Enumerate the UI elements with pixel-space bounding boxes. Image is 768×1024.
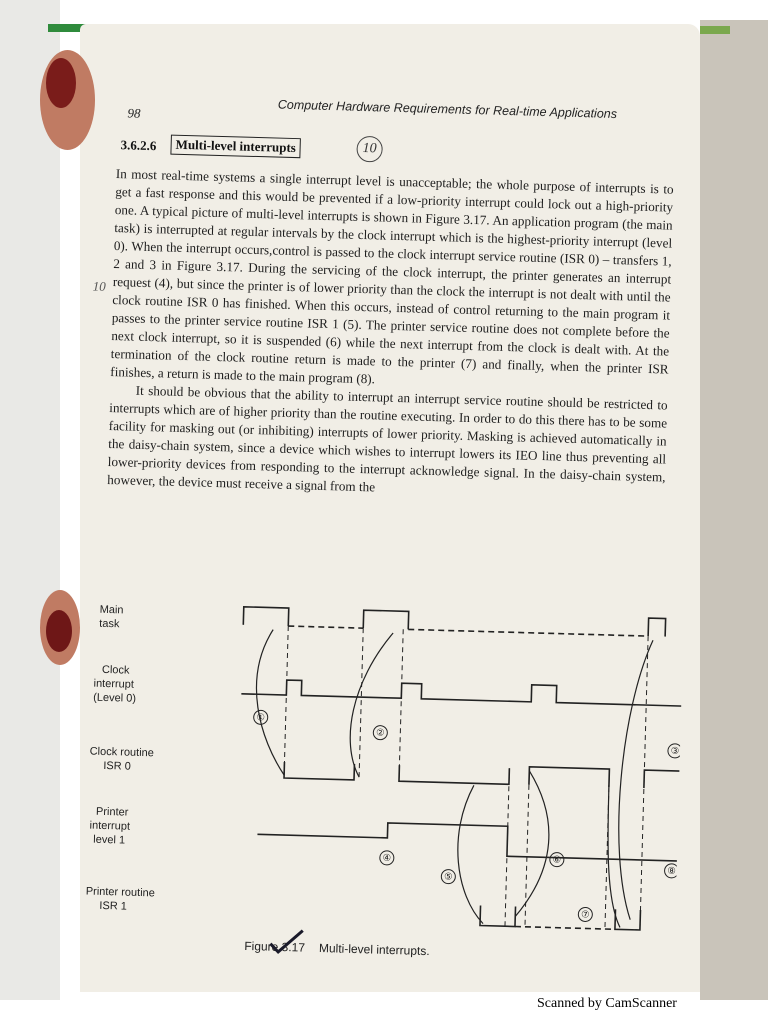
transfer-arrow [349, 632, 393, 778]
row-label-main-task: Maintask [99, 603, 124, 631]
timing-diagram [84, 595, 684, 961]
fingernail [46, 58, 76, 108]
row-label-printer-routine: Printer routineISR 1 [85, 885, 156, 913]
marker-3 [668, 744, 682, 758]
svg-text:⑤: ⑤ [443, 871, 453, 883]
marker-2 [373, 725, 387, 739]
svg-text:⑧: ⑧ [667, 865, 676, 877]
transfer-arrow [616, 639, 653, 920]
book-page [80, 24, 700, 992]
transfer-arrow [254, 629, 288, 775]
row-label-clock-routine: Clock routineISR 0 [89, 745, 155, 773]
marker-6 [550, 852, 564, 866]
figure-caption-text: Multi-level interrupts. [318, 941, 430, 959]
svg-text:⑦: ⑦ [580, 909, 590, 921]
figure-label: Figure 3.17 [244, 938, 306, 955]
transfer-arrow [605, 785, 624, 927]
svg-text:①: ① [256, 712, 266, 724]
body-text [107, 165, 674, 504]
row-label-printer-interrupt: Printerinterruptlevel 1 [89, 805, 131, 847]
finger [40, 590, 80, 665]
pen-tick-mark [268, 928, 305, 955]
paragraph: It should be obvious that the ability to interrupt an interrupt service routine should be restricted to interrupts which are of higher priority than the routine executing. In order to do this there has to be some facility for masking out (or inhibiting) interrupts of lower priority. Masking is achieved automatically in the daisy-chain system, since a device which wishes to interrupt lowers its IEO line thus preventing all lower-priority devices from responding to the interrupt acknowledge signal. In the daisy-chain system, however, the device must receive a signal from the [107, 382, 668, 495]
svg-text:②: ② [375, 727, 385, 739]
paragraph: In most real-time systems a single interrupt level is unacceptable; the whole purpose of interrupts is to get a fast response and this would be prevented if a low-priority interrupt could lock out a high-priority one. A typical picture of multi-level interrupts is shown in Figure 3.17. An application program (the main task) is interrupted at regular intervals by the clock interrupt which is the highest-priority interrupt (level 0). When the interrupt occurs,control is passed to the clock interrupt service routine (ISR 0) – transfers 1, 2 and 3 in Figure 3.17. During the servicing of the clock interrupt, the printer generates an interrupt request (4), but since the printer is of lower priority than the clock the interrupt is not dealt with until the clock routine ISR 0 has finished. When this occurs, instead of control returning to the main program it passes to the printer service routine ISR 1 (5). The printer service routine does not complete before the next clock interrupt, so it is suspended (6) while the next interrupt from the clock is dealt with. At the termination of the clock routine return is made to the printer (7) and finally, when the printer ISR finishes, a return is made to the main program (8). [110, 166, 674, 387]
background-left [0, 0, 60, 1000]
running-head: Computer Hardware Requirements for Real-time Applications [277, 97, 618, 122]
printer-routine-idle-trace [515, 926, 615, 929]
svg-text:④: ④ [382, 852, 392, 865]
section-number: 3.6.2.6 [120, 137, 157, 154]
clock-routine-trace [284, 760, 684, 790]
main-task-trace [243, 607, 665, 637]
scanner-watermark: Scanned by CamScanner [537, 996, 677, 1011]
marker-1 [254, 710, 268, 724]
row-label-clock-interrupt: Clockinterrupt(Level 0) [93, 663, 137, 705]
marker-5 [441, 869, 455, 883]
section-title: Multi-level interrupts [170, 135, 301, 159]
marker-7 [578, 907, 592, 921]
transfer-arrow [515, 771, 550, 918]
svg-text:⑥: ⑥ [552, 854, 562, 866]
page-number: 98 [127, 105, 141, 121]
handwritten-margin-mark: 10 [92, 278, 106, 294]
transfer-arrow [456, 785, 487, 924]
row-labels [85, 604, 163, 914]
fingernail [46, 610, 72, 652]
main-task-idle-trace [288, 626, 648, 636]
thumb [40, 50, 95, 150]
transfer-dashes [280, 626, 648, 930]
sequence-markers [248, 710, 682, 924]
handwritten-circled-note: 10 [356, 136, 383, 163]
clock-interrupt-trace [241, 677, 683, 707]
green-strip [700, 26, 730, 34]
signal-traces [235, 607, 684, 932]
book-edge [700, 20, 768, 1000]
transfer-line [280, 626, 648, 930]
marker-8 [664, 864, 678, 878]
marker-4 [380, 851, 394, 865]
svg-text:③: ③ [670, 745, 680, 758]
